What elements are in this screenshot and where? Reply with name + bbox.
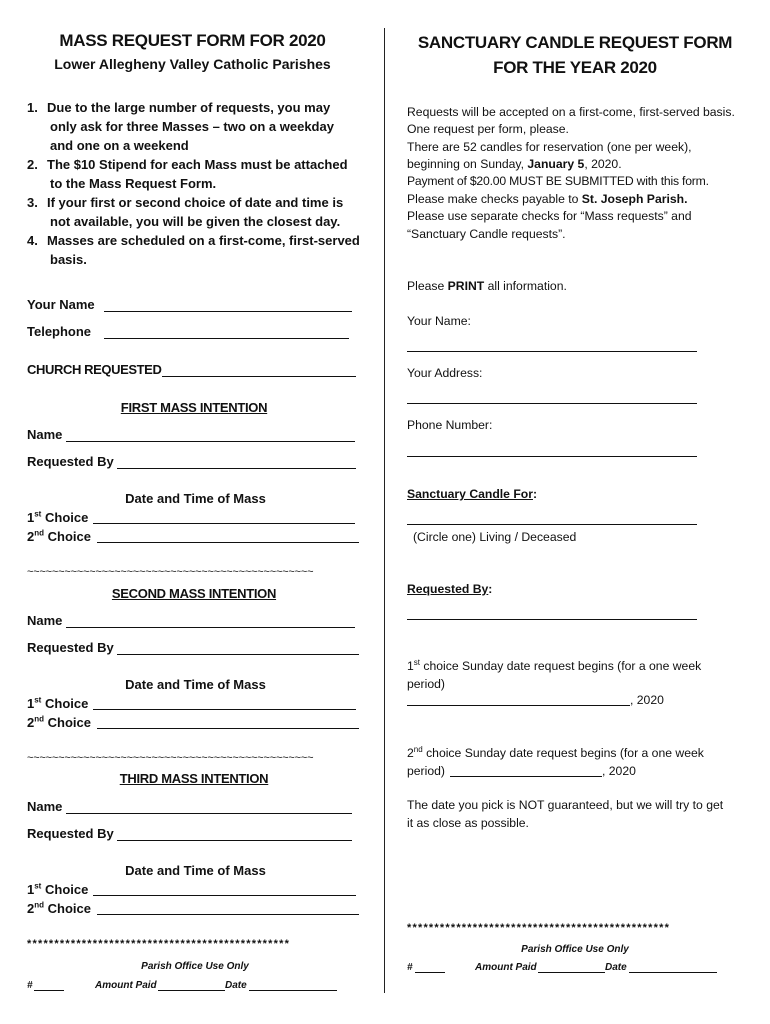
candle-form-title-line1: SANCTUARY CANDLE REQUEST FORM (417, 33, 733, 52)
choice1-ordinal: st (413, 657, 421, 667)
tilde-separator: ~~~~~~~~~~~~~~~~~~~~~~~~~~~~~~~~~~~~~~~~~~~~~~ (27, 752, 314, 764)
choice-number: 1 (27, 882, 35, 897)
third-name-label: Name (27, 799, 63, 814)
rule-line: Masses are scheduled on a first-come, first-served (47, 233, 360, 248)
choice2-period: period) (407, 764, 445, 778)
intro-line: One request per form, please. (407, 122, 569, 136)
first-name-label: Name (27, 427, 63, 442)
third-intention-heading: THIRD MASS INTENTION (119, 771, 269, 786)
your-name-label: Your Name (27, 297, 95, 312)
choice-number: 1 (27, 696, 35, 711)
first-datetime-label: Date and Time of Mass (125, 491, 266, 506)
star-separator: ************************************************ (407, 922, 671, 934)
first-requested-by-field[interactable] (117, 468, 356, 469)
candle-your-name-field[interactable] (407, 351, 697, 352)
candle-office-amount-field[interactable] (538, 972, 605, 973)
choice2-number: 2 (407, 746, 414, 760)
first-choice2-label (27, 529, 91, 544)
choice-ordinal: nd (34, 714, 45, 724)
candle-office-number-field[interactable] (415, 972, 445, 973)
beginning-prefix: beginning on Sunday, (407, 157, 528, 171)
print-prefix: Please (407, 279, 448, 293)
beginning-line (407, 157, 622, 171)
third-requested-by-field[interactable] (117, 840, 352, 841)
candle-for-text: Sanctuary Candle For (407, 487, 533, 501)
choice1-line (407, 659, 701, 673)
rule-number: 3. (27, 195, 38, 210)
candle-your-name-label: Your Name: (407, 314, 471, 328)
beginning-date: January 5 (527, 157, 585, 171)
rule-line: not available, you will be given the closest day. (50, 214, 341, 229)
candle-address-label: Your Address: (407, 366, 483, 380)
office-date-field[interactable] (249, 990, 337, 991)
choice2-year: , 2020 (602, 764, 636, 778)
tilde-separator: ~~~~~~~~~~~~~~~~~~~~~~~~~~~~~~~~~~~~~~~~~~~~~~ (27, 566, 314, 578)
candle-for-field[interactable] (407, 524, 697, 525)
mass-form-subtitle: Lower Allegheny Valley Catholic Parishes (54, 56, 331, 72)
choice-word: Choice (44, 510, 89, 525)
candle-office-date-field[interactable] (629, 972, 717, 973)
candle-office-date-label: Date (605, 962, 627, 973)
choice-word: Choice (47, 901, 91, 916)
rule-line: to the Mass Request Form. (50, 176, 217, 191)
third-choice1-field[interactable] (93, 895, 356, 896)
third-requested-by-label: Requested By (27, 826, 114, 841)
candle-office-use-heading: Parish Office Use Only (521, 944, 629, 955)
third-choice2-label (27, 901, 91, 916)
print-instruction (407, 279, 567, 293)
first-requested-by-label: Requested By (27, 454, 114, 469)
choice1-number: 1 (407, 659, 414, 673)
first-name-field[interactable] (66, 441, 355, 442)
checks-line (407, 192, 687, 206)
candle-phone-field[interactable] (407, 456, 697, 457)
guarantee-line: it as close as possible. (407, 816, 529, 830)
choice2-text: choice Sunday date request begins (for a one week (422, 746, 704, 760)
first-intention-heading: FIRST MASS INTENTION (120, 400, 268, 415)
third-datetime-label: Date and Time of Mass (125, 863, 266, 878)
third-name-field[interactable] (66, 813, 352, 814)
checks-payee: St. Joseph Parish. (581, 192, 688, 206)
beginning-suffix: , 2020. (584, 157, 622, 171)
choice-word: Choice (44, 696, 89, 711)
choice-number: 2 (27, 715, 35, 730)
print-word: PRINT (447, 279, 485, 293)
telephone-field[interactable] (104, 338, 349, 339)
candle-for-colon: : (532, 487, 538, 501)
second-choice2-label (27, 715, 91, 730)
choice1-date-field[interactable] (407, 705, 630, 706)
rule-number: 2. (27, 157, 38, 172)
intro-line: There are 52 candles for reservation (one per week), (407, 140, 692, 154)
office-number-label: # (27, 980, 33, 991)
mass-form-title: MASS REQUEST FORM FOR 2020 (59, 31, 326, 50)
second-datetime-label: Date and Time of Mass (125, 677, 266, 692)
rule-line: only ask for three Masses – two on a weekday (50, 119, 334, 134)
requested-by-colon: : (488, 582, 493, 596)
telephone-label: Telephone (27, 324, 92, 339)
second-requested-by-field[interactable] (117, 654, 359, 655)
choice-number: 2 (27, 529, 35, 544)
candle-requested-by-label (407, 582, 492, 596)
payment-line: Payment of $20.00 MUST BE SUBMITTED with this form. (407, 174, 709, 188)
choice-word: Choice (44, 882, 89, 897)
second-requested-by-label: Requested By (27, 640, 114, 655)
choice2-ordinal: nd (413, 744, 423, 754)
star-separator: ************************************************ (27, 938, 291, 950)
circle-one-options[interactable]: (Circle one) Living / Deceased (413, 530, 577, 544)
second-choice1-field[interactable] (93, 709, 356, 710)
second-choice1-label (27, 696, 88, 711)
choice-number: 2 (27, 901, 35, 916)
third-choice2-field[interactable] (97, 914, 359, 915)
candle-requested-by-field[interactable] (407, 619, 697, 620)
first-choice1-field[interactable] (93, 523, 355, 524)
choice-word: Choice (47, 529, 91, 544)
rule-line: If your first or second choice of date and time is (47, 195, 344, 210)
rule-line: Due to the large number of requests, you may (47, 100, 331, 115)
candle-office-amount-label: Amount Paid (475, 962, 537, 973)
rule-number: 1. (27, 100, 38, 115)
choice-number: 1 (27, 510, 35, 525)
separate-checks-line: Please use separate checks for “Mass requests” and (407, 209, 692, 223)
checks-prefix: Please make checks payable to (407, 192, 582, 206)
candle-address-field[interactable] (407, 403, 697, 404)
church-requested-label: CHURCH REQUESTED (27, 362, 162, 377)
column-divider (384, 28, 385, 993)
office-amount-field[interactable] (158, 990, 225, 991)
your-name-field[interactable] (104, 311, 352, 312)
intro-line: Requests will be accepted on a first-come, first-served basis. (407, 105, 735, 119)
first-choice1-label (27, 510, 88, 525)
choice1-text: choice Sunday date request begins (for a one week (420, 659, 702, 673)
candle-for-label (407, 487, 537, 501)
second-intention-heading: SECOND MASS INTENTION (111, 586, 277, 601)
separate-checks-line: “Sanctuary Candle requests”. (407, 227, 566, 241)
requested-by-text: Requested By (407, 582, 489, 596)
print-suffix: all information. (484, 279, 567, 293)
choice-ordinal: st (34, 881, 42, 891)
office-amount-label: Amount Paid (95, 980, 157, 991)
church-requested-field[interactable] (162, 376, 356, 377)
first-choice2-field[interactable] (97, 542, 359, 543)
rule-line: The $10 Stipend for each Mass must be attached (47, 157, 348, 172)
second-name-label: Name (27, 613, 63, 628)
candle-form-title-line2: FOR THE YEAR 2020 (493, 58, 657, 77)
choice1-year: , 2020 (630, 693, 664, 707)
third-choice1-label (27, 882, 88, 897)
second-name-field[interactable] (66, 627, 355, 628)
guarantee-line: The date you pick is NOT guaranteed, but we will try to get (407, 798, 724, 812)
choice2-line (407, 746, 704, 760)
choice2-date-field[interactable] (450, 776, 602, 777)
office-use-heading: Parish Office Use Only (141, 961, 249, 972)
choice-word: Choice (47, 715, 91, 730)
choice-ordinal: nd (34, 900, 45, 910)
choice-ordinal: nd (34, 528, 45, 538)
rule-line: and one on a weekend (50, 138, 189, 153)
rule-line: basis. (50, 252, 87, 267)
candle-office-number-label: # (407, 962, 413, 973)
choice1-period: period) (407, 677, 445, 691)
rule-number: 4. (27, 233, 38, 248)
second-choice2-field[interactable] (97, 728, 359, 729)
candle-phone-label: Phone Number: (407, 418, 493, 432)
choice-ordinal: st (34, 509, 42, 519)
choice-ordinal: st (34, 695, 42, 705)
office-number-field[interactable] (34, 990, 64, 991)
office-date-label: Date (225, 980, 247, 991)
